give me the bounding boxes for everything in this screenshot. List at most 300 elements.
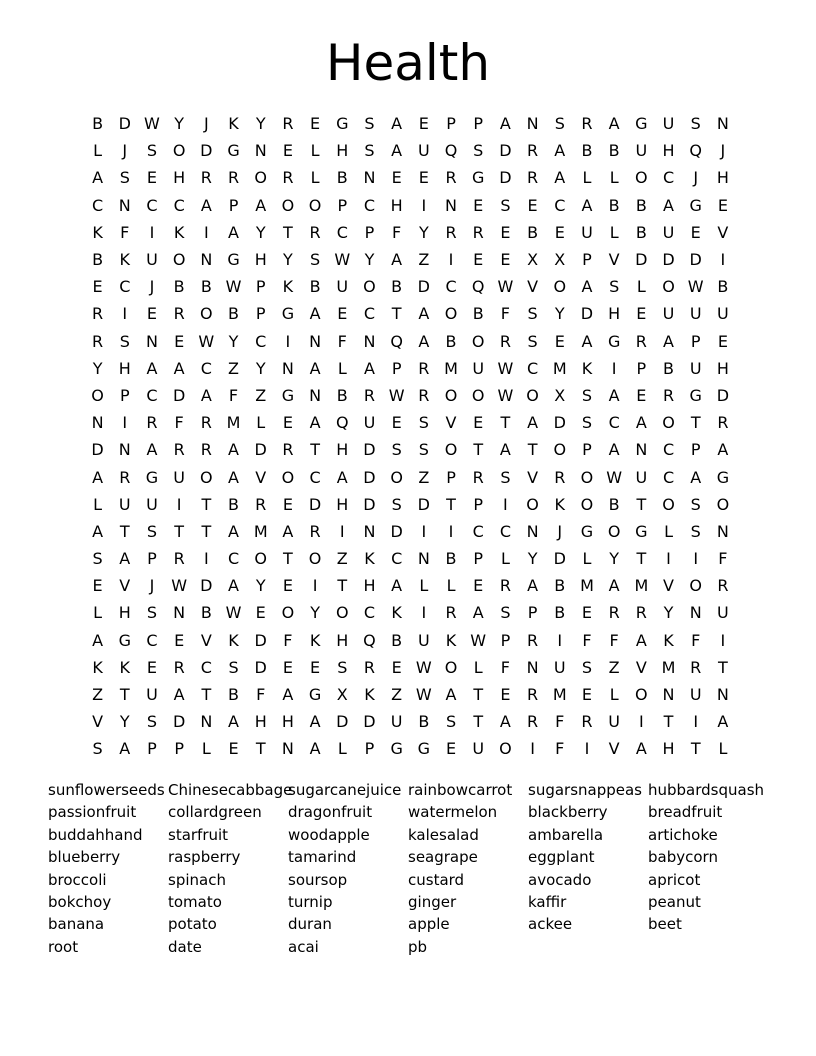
grid-letter: I (720, 250, 726, 270)
grid-letter: U (472, 358, 485, 378)
grid-row (84, 463, 737, 490)
grid-letter: Z (255, 385, 267, 405)
grid-letter: A (309, 358, 321, 378)
word-list-item: Chinesecabbage (168, 781, 293, 799)
grid-letter: B (336, 168, 348, 188)
grid-letter: B (445, 331, 457, 351)
grid-letter: N (363, 168, 376, 188)
grid-letter: S (146, 712, 158, 732)
grid-letter: I (720, 630, 726, 650)
grid-letter: W (470, 630, 487, 650)
grid-letter: B (554, 576, 566, 596)
grid-letter: B (554, 603, 566, 623)
word-list-item: peanut (648, 893, 701, 912)
grid-letter: H (336, 141, 349, 161)
grid-letter: Y (255, 358, 266, 378)
grid-letter: S (337, 657, 348, 677)
grid-letter: O (553, 277, 567, 297)
grid-letter: C (554, 195, 566, 215)
grid-letter: H (336, 630, 349, 650)
grid-letter: P (337, 195, 348, 215)
grid-letter: V (635, 657, 647, 677)
grid-letter: N (363, 521, 376, 541)
grid-letter: E (146, 304, 158, 324)
grid-letter: A (200, 195, 212, 215)
grid-letter: M (552, 358, 567, 378)
grid-letter: F (500, 657, 510, 677)
grid-letter: P (147, 549, 157, 569)
grid-letter: N (309, 331, 322, 351)
word-list-item: collardgreen (168, 803, 262, 822)
grid-letter: S (146, 603, 158, 623)
grid-letter: B (228, 494, 240, 514)
grid-letter: R (418, 358, 430, 378)
grid-letter: N (281, 358, 294, 378)
grid-letter: G (308, 685, 322, 705)
grid-letter: A (336, 467, 348, 487)
grid-letter: U (417, 141, 430, 161)
grid-letter: D (336, 712, 349, 732)
grid-letter: K (282, 277, 294, 297)
grid-letter: R (717, 576, 729, 596)
grid-letter: T (663, 712, 674, 732)
grid-letter: R (418, 385, 430, 405)
grid-letter: J (149, 277, 155, 297)
grid-letter: T (119, 521, 130, 541)
grid-letter: S (228, 657, 239, 677)
grid-letter: F (718, 549, 728, 569)
grid-letter: O (172, 250, 186, 270)
grid-letter: R (527, 630, 539, 650)
grid-letter: I (421, 521, 427, 541)
grid-letter: O (499, 739, 512, 759)
grid-letter: A (173, 358, 185, 378)
grid-letter: Q (335, 413, 349, 433)
grid-letter: E (717, 195, 728, 215)
grid-letter: S (554, 114, 565, 134)
grid-letter: N (91, 413, 104, 433)
grid-letter: L (446, 576, 456, 596)
grid-letter: H (254, 712, 267, 732)
grid-letter: A (554, 141, 566, 161)
grid-letter: A (608, 576, 620, 596)
grid-letter: N (118, 195, 131, 215)
grid-letter: B (608, 494, 620, 514)
grid-letter: U (635, 467, 648, 487)
grid-letter: A (608, 385, 620, 405)
grid-letter: I (149, 222, 155, 242)
grid-letter: S (310, 250, 321, 270)
grid-letter: I (421, 603, 427, 623)
grid-letter: W (225, 277, 242, 297)
grid-letter: K (92, 657, 103, 677)
grid-letter: R (554, 467, 566, 487)
grid-letter: K (663, 630, 674, 650)
grid-letter: Y (119, 712, 130, 732)
grid-letter: H (118, 603, 131, 623)
grid-letter: W (497, 277, 514, 297)
grid-letter: A (228, 440, 239, 460)
grid-letter: B (608, 195, 620, 215)
grid-letter: W (144, 114, 160, 134)
grid-letter: A (200, 385, 212, 405)
grid-letter: O (308, 195, 322, 215)
word-list-item: ginger (408, 893, 457, 912)
grid-row (84, 192, 737, 219)
grid-letter: C (336, 222, 348, 242)
grid-letter: G (281, 304, 295, 324)
grid-letter: N (145, 331, 158, 351)
grid-letter: M (253, 521, 268, 541)
grid-letter: S (581, 385, 593, 405)
grid-letter: O (716, 494, 730, 514)
grid-letter: E (473, 195, 484, 215)
grid-letter: K (581, 358, 593, 378)
grid-letter: F (609, 630, 619, 650)
grid-letter: V (92, 712, 104, 732)
grid-letter: K (364, 685, 375, 705)
grid-letter: E (418, 114, 429, 134)
grid-letter: N (173, 603, 186, 623)
grid-letter: E (391, 657, 402, 677)
grid-letter: P (119, 385, 130, 405)
grid-letter: Y (255, 114, 266, 134)
grid-row (84, 681, 737, 708)
grid-letter: E (391, 168, 402, 188)
grid-letter: A (146, 440, 158, 460)
grid-letter: I (584, 739, 590, 759)
grid-letter: I (421, 195, 427, 215)
grid-letter: F (582, 630, 592, 650)
grid-letter: E (445, 739, 457, 759)
grid-letter: N (281, 739, 294, 759)
grid-letter: A (581, 331, 593, 351)
grid-letter: S (500, 195, 511, 215)
grid-letter: F (337, 331, 347, 351)
grid-letter: R (200, 168, 212, 188)
grid-letter: X (336, 685, 348, 705)
grid-letter: L (582, 168, 592, 188)
grid-letter: G (635, 114, 648, 134)
grid-letter: S (473, 141, 484, 161)
grid-letter: D (172, 385, 186, 405)
grid-letter: E (500, 685, 511, 705)
grid-letter: O (635, 685, 648, 705)
grid-letter: P (582, 440, 592, 460)
grid-letter: P (527, 603, 538, 623)
grid-letter: T (446, 494, 456, 514)
word-list-item: sugarsnappeas (528, 781, 642, 799)
page-title: Health (325, 34, 491, 92)
grid-letter: A (635, 630, 647, 650)
grid-letter: Z (92, 685, 104, 705)
grid-letter: U (717, 304, 729, 324)
word-list-item: avocado (528, 870, 592, 889)
grid-letter: Z (608, 657, 620, 677)
grid-letter: R (472, 467, 484, 487)
grid-letter: Z (336, 549, 348, 569)
grid-letter: S (92, 549, 103, 569)
grid-letter: R (527, 168, 539, 188)
grid-letter: W (334, 250, 351, 270)
grid-row (84, 246, 737, 273)
grid-letter: K (228, 114, 239, 134)
grid-letter: B (309, 277, 321, 297)
grid-letter: C (445, 277, 457, 297)
grid-letter: O (91, 385, 104, 405)
grid-letter: I (693, 712, 699, 732)
grid-letter: C (146, 385, 158, 405)
grid-letter: D (363, 712, 376, 732)
grid-letter: E (391, 413, 402, 433)
grid-letter: A (663, 331, 674, 351)
grid-letter: A (92, 521, 104, 541)
grid-letter: R (119, 467, 131, 487)
grid-letter: O (471, 385, 485, 405)
grid-row (84, 382, 737, 409)
grid-letter: N (200, 250, 213, 270)
grid-letter: I (203, 222, 209, 242)
grid-row (84, 137, 737, 164)
grid-letter: Y (364, 250, 375, 270)
grid-letter: M (444, 358, 458, 378)
grid-letter: A (255, 195, 267, 215)
grid-letter: H (336, 494, 349, 514)
grid-letter: F (256, 685, 266, 705)
grid-letter: G (227, 250, 240, 270)
grid-letter: L (93, 141, 103, 161)
grid-letter: U (581, 222, 593, 242)
grid-letter: O (662, 413, 675, 433)
grid-letter: G (390, 739, 403, 759)
grid-letter: A (527, 413, 539, 433)
grid-row (84, 164, 737, 191)
grid-letter: R (635, 603, 647, 623)
grid-letter: C (472, 521, 484, 541)
grid-letter: T (283, 222, 293, 242)
grid-letter: E (554, 331, 565, 351)
word-list-item: beet (648, 915, 682, 934)
grid-letter: A (391, 141, 403, 161)
grid-letter: D (689, 250, 702, 270)
grid-letter: O (363, 277, 376, 297)
grid-letter: U (146, 250, 158, 270)
grid-letter: D (417, 277, 430, 297)
grid-letter: R (445, 222, 457, 242)
word-list-item: eggplant (528, 848, 595, 867)
grid-letter: R (200, 440, 212, 460)
grid-letter: E (174, 630, 185, 650)
grid-letter: R (527, 685, 539, 705)
grid-letter: O (335, 603, 349, 623)
grid-letter: R (363, 657, 376, 677)
grid-letter: U (336, 277, 349, 297)
grid-letter: O (662, 494, 675, 514)
grid-letter: P (636, 358, 647, 378)
grid-letter: P (228, 195, 239, 215)
grid-letter: P (255, 277, 266, 297)
grid-letter: O (444, 385, 458, 405)
grid-letter: T (255, 739, 266, 759)
grid-letter: R (499, 331, 511, 351)
grid-letter: A (608, 440, 620, 460)
grid-letter: C (173, 195, 185, 215)
grid-letter: W (171, 576, 188, 596)
grid-letter: O (444, 304, 458, 324)
grid-letter: O (308, 549, 322, 569)
grid-letter: O (281, 467, 295, 487)
grid-letter: D (716, 385, 730, 405)
grid-letter: B (445, 549, 457, 569)
grid-letter: G (689, 195, 702, 215)
grid-letter: E (174, 331, 185, 351)
grid-letter: U (472, 739, 485, 759)
grid-letter: Y (228, 331, 239, 351)
grid-letter: L (664, 521, 673, 541)
grid-letter: A (228, 576, 239, 596)
grid-row (84, 654, 737, 681)
word-list-item: date (168, 937, 202, 956)
grid-letter: H (363, 576, 376, 596)
grid-letter: K (228, 630, 239, 650)
grid-letter: Z (418, 467, 430, 487)
grid-letter: B (581, 141, 593, 161)
grid-letter: E (282, 576, 293, 596)
grid-letter: Y (310, 603, 320, 623)
grid-letter: L (500, 549, 510, 569)
grid-letter: S (146, 141, 158, 161)
word-list-item: sunflowerseeds (48, 781, 165, 799)
grid-letter: D (499, 168, 512, 188)
grid-letter: P (364, 739, 375, 759)
grid-letter: S (500, 467, 511, 487)
grid-letter: Q (689, 141, 703, 161)
grid-letter: F (174, 413, 184, 433)
grid-letter: E (282, 657, 293, 677)
grid-letter: B (527, 222, 539, 242)
grid-letter: A (363, 358, 375, 378)
grid-letter: U (662, 304, 675, 324)
grid-letter: O (281, 603, 295, 623)
grid-letter: Y (527, 549, 538, 569)
grid-letter: E (500, 222, 511, 242)
grid-letter: H (662, 141, 675, 161)
grid-letter: E (473, 576, 484, 596)
grid-letter: A (228, 712, 239, 732)
grid-letter: M (634, 576, 649, 596)
grid-letter: H (118, 358, 131, 378)
word-list-item: kaffir (528, 893, 567, 912)
grid-letter: U (173, 467, 186, 487)
grid-letter: C (146, 195, 158, 215)
grid-letter: U (689, 358, 702, 378)
grid-letter: S (500, 603, 511, 623)
grid-letter: K (92, 222, 103, 242)
grid-letter: O (172, 141, 186, 161)
grid-letter: T (201, 521, 212, 541)
word-list-item: tamarind (288, 848, 357, 867)
grid-letter: O (580, 494, 594, 514)
grid-letter: G (281, 385, 295, 405)
grid-letter: V (527, 277, 539, 297)
grid-row (84, 572, 737, 599)
grid-letter: C (662, 168, 675, 188)
grid-letter: E (282, 413, 293, 433)
grid-letter: S (418, 413, 429, 433)
grid-letter: K (119, 250, 131, 270)
grid-letter: U (689, 304, 702, 324)
word-list-item: acai (288, 937, 319, 956)
grid-letter: L (473, 657, 483, 677)
grid-letter: P (473, 114, 484, 134)
word-list-item: ackee (528, 915, 573, 934)
grid-letter: N (526, 521, 539, 541)
grid-letter: O (281, 195, 295, 215)
grid-letter: Y (255, 222, 266, 242)
word-list-item: breadfruit (648, 803, 723, 822)
grid-letter: Z (391, 685, 403, 705)
grid-letter: J (693, 168, 699, 188)
grid-letter: G (689, 385, 702, 405)
grid-letter: Z (418, 250, 430, 270)
grid-letter: C (200, 358, 212, 378)
grid-letter: R (282, 440, 294, 460)
grid-row (84, 708, 737, 735)
grid-letter: X (554, 385, 566, 405)
grid-letter: U (717, 603, 729, 623)
grid-letter: L (609, 685, 619, 705)
grid-letter: A (418, 331, 430, 351)
grid-letter: Y (255, 576, 266, 596)
grid-letter: Z (228, 358, 240, 378)
grid-letter: O (553, 440, 567, 460)
grid-letter: S (364, 141, 375, 161)
grid-letter: S (527, 304, 538, 324)
grid-letter: S (445, 712, 457, 732)
grid-letter: S (418, 440, 429, 460)
grid-letter: L (718, 739, 728, 759)
grid-letter: O (635, 168, 648, 188)
grid-letter: D (580, 304, 594, 324)
grid-letter: W (198, 331, 215, 351)
word-list-item: bokchoy (48, 893, 112, 912)
grid-letter: A (228, 521, 239, 541)
grid-letter: K (173, 222, 185, 242)
grid-letter: N (662, 685, 675, 705)
grid-letter: B (635, 222, 647, 242)
grid-letter: N (526, 114, 539, 134)
grid-letter: N (635, 440, 648, 460)
grid-letter: I (557, 630, 563, 650)
grid-letter: L (609, 222, 619, 242)
grid-letter: O (607, 521, 621, 541)
grid-letter: A (445, 685, 457, 705)
word-list-item: watermelon (408, 803, 498, 822)
grid-letter: C (363, 603, 376, 623)
grid-letter: E (636, 304, 647, 324)
grid-letter: F (691, 630, 701, 650)
grid-letter: N (363, 331, 376, 351)
grid-letter: S (690, 494, 701, 514)
grid-letter: P (446, 467, 456, 487)
grid-letter: I (530, 739, 535, 759)
grid-letter: Y (609, 549, 620, 569)
grid-letter: I (312, 576, 318, 596)
grid-letter: K (119, 657, 131, 677)
grid-letter: R (608, 603, 620, 623)
grid-letter: R (527, 712, 539, 732)
grid-letter: P (255, 304, 266, 324)
